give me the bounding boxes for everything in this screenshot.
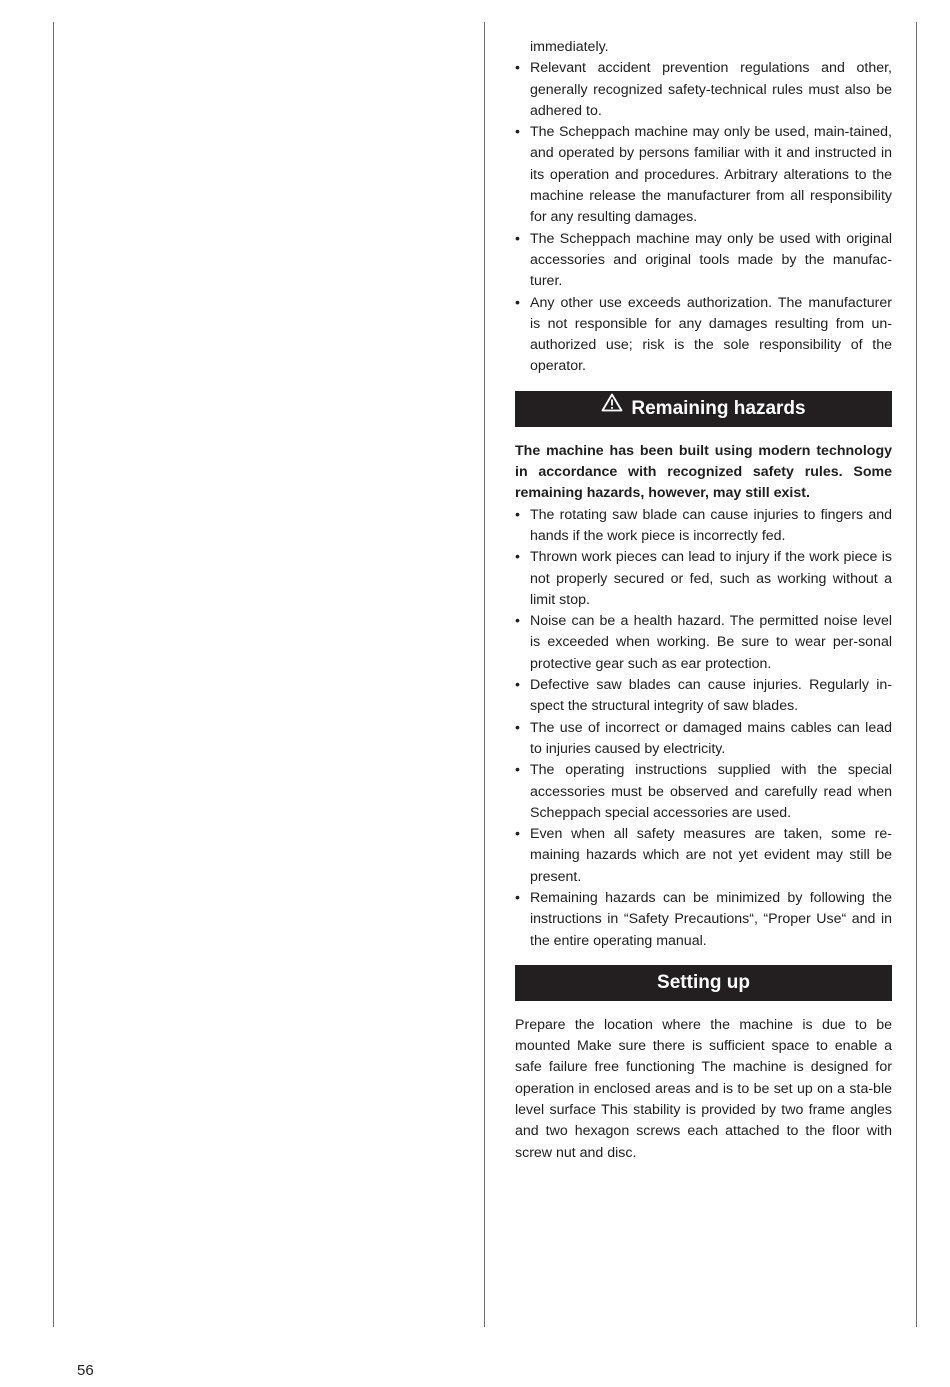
hazards-bullet-list — [515, 505, 892, 952]
bullet-icon: • — [515, 677, 520, 694]
left-margin-rule — [53, 22, 54, 1327]
bullet-icon: • — [515, 719, 520, 736]
list-item: • The Scheppach machine may only be used with original accessories and original tools made by the manufac-turer. — [515, 230, 892, 290]
column-divider-rule — [484, 22, 485, 1327]
setting-up-body: Prepare the location where the machine is due to be mounted Make sure there is sufficient space to enable a safe failure free functioning The machine is designed for operation in enclosed areas and is to be set up on a sta-ble level surface This stability is provided by two frame angles and two hexagon screws each attached to the floor with screw nut and disc. — [515, 1016, 892, 1161]
bullet-icon: • — [515, 826, 520, 843]
setting-up-heading — [515, 965, 892, 1001]
remaining-hazards-heading — [515, 391, 892, 427]
bullet-icon: • — [515, 613, 520, 630]
warning-triangle-icon — [601, 389, 623, 425]
right-column — [515, 37, 892, 1164]
bullet-icon: • — [515, 889, 520, 906]
list-item: • Defective saw blades can cause injuries. Regularly in-spect the structural integrity of saw blades. — [515, 677, 892, 715]
list-item: • The Scheppach machine may only be used, main-tained, and operated by persons familiar with it and instructed in its operation and procedures. Arbitrary alterations to the machine release the manufacturer from all responsibility for any resulting damages. — [515, 124, 892, 226]
list-item: • Relevant accident prevention regulations and other, generally recognized safety-technical rules must also be adhered to. — [515, 60, 892, 119]
remaining-hazards-lead: The machine has been built using modern technology in accordance with recognized safety rules. Some remaining hazards, however, may still exist. — [515, 442, 892, 502]
list-item: • Any other use exceeds authorization. The manufacturer is not responsible for any damages resulting from un-authorized use; risk is the sole responsibility of the operator. — [515, 294, 892, 375]
bullet-icon: • — [515, 294, 520, 311]
page-number: 56 — [77, 1362, 94, 1379]
bullet-icon: • — [515, 549, 520, 566]
remaining-hazards-title: Remaining hazards — [631, 397, 806, 419]
list-item: • Even when all safety measures are taken, some re-maining hazards which are not yet evident may still be present. — [515, 826, 892, 885]
setting-up-title: Setting up — [657, 971, 750, 993]
bullet-icon: • — [515, 60, 520, 77]
list-item: • The use of incorrect or damaged mains cables can lead to injuries caused by electricity. — [515, 719, 892, 757]
list-item: • Noise can be a health hazard. The permitted noise level is exceeded when working. Be sure to wear per-sonal protective gear such as ear protection. — [515, 613, 892, 672]
bullet-icon: • — [515, 506, 520, 523]
list-item: • Thrown work pieces can lead to injury if the work piece is not properly secured or fed, such as working without a limit stop. — [515, 549, 892, 608]
list-item: • Remaining hazards can be minimized by following the instructions in “Safety Precautions“, “Proper Use“ and in the entire operating manual. — [515, 889, 892, 949]
list-item: • The operating instructions supplied with the special accessories must be observed and carefully read when Scheppach special accessories are used. — [515, 762, 892, 821]
bullet-icon: • — [515, 762, 520, 779]
intro-bullet-list — [515, 58, 892, 377]
intro-continuation: immediately. — [530, 39, 609, 55]
list-item: • The rotating saw blade can cause injuries to fingers and hands if the work piece is incorrectly fed. — [515, 506, 892, 544]
bullet-icon: • — [515, 124, 520, 141]
right-margin-rule — [916, 22, 917, 1327]
bullet-icon: • — [515, 230, 520, 247]
